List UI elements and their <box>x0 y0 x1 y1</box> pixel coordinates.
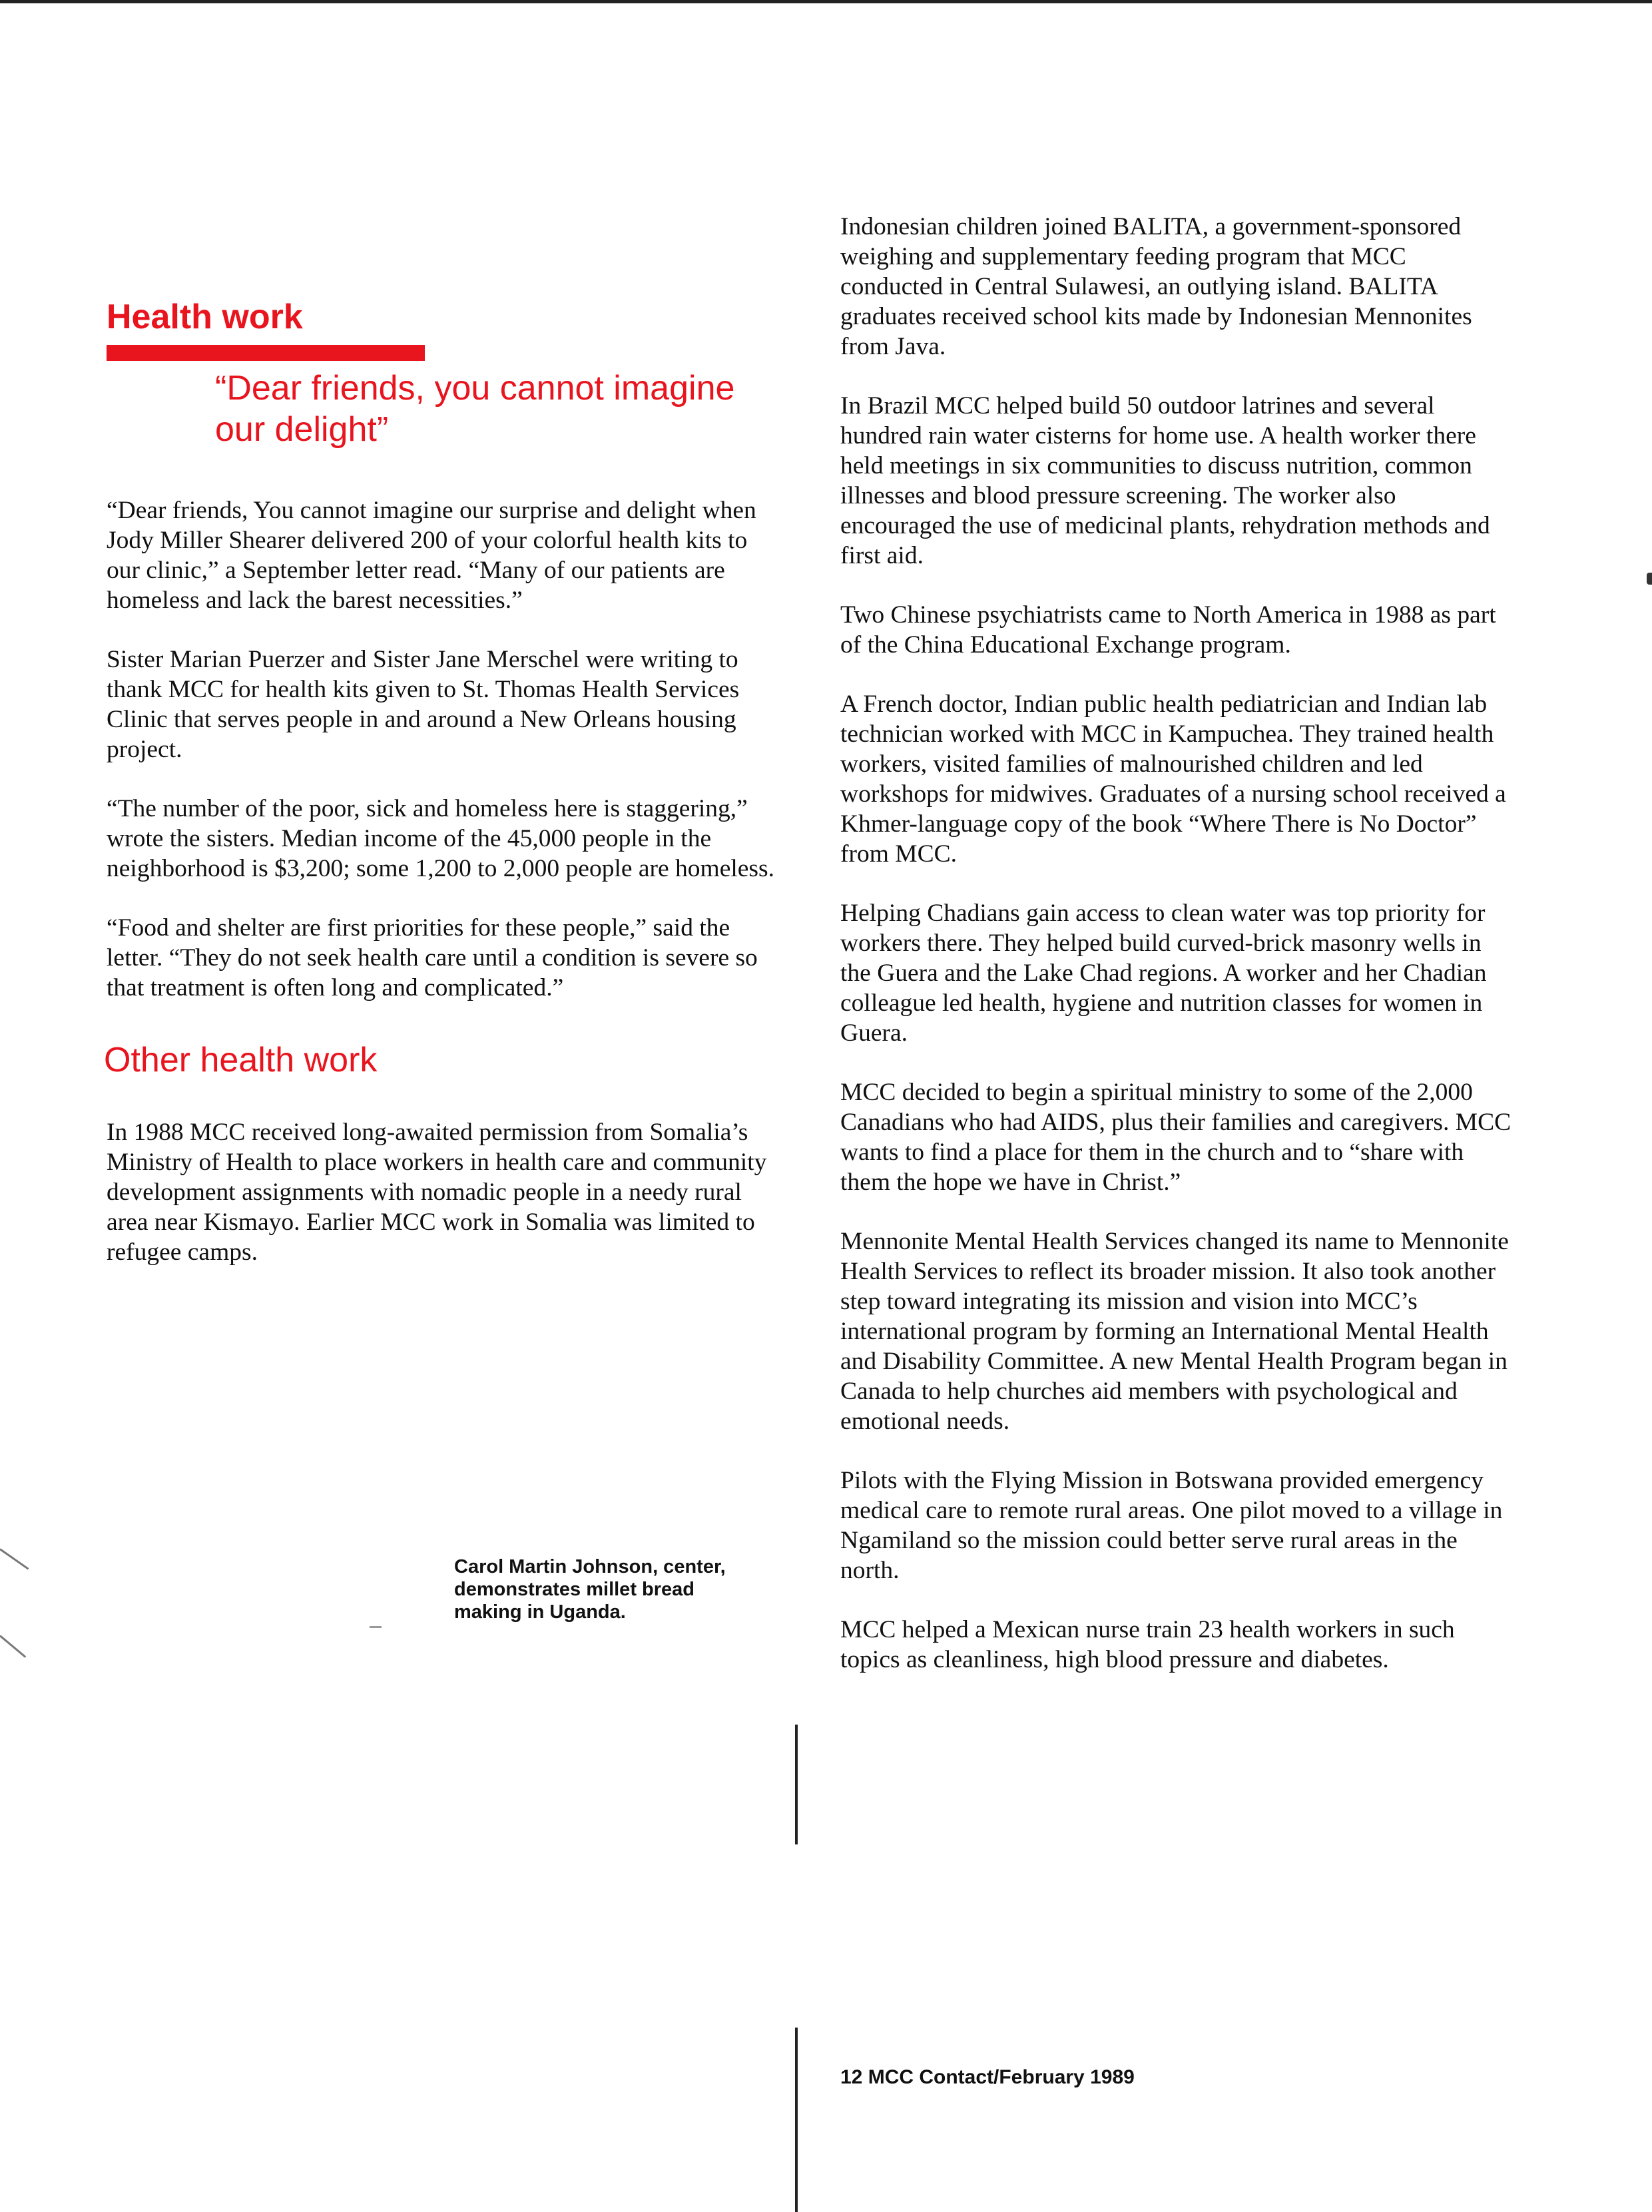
body-paragraph: Two Chinese psychiatrists came to North America in 1988 as part of the China Educational Exchange program. <box>840 601 1496 659</box>
pull-quote: “Dear friends, you cannot imagine our delight” <box>215 369 735 449</box>
body-paragraph: In Brazil MCC helped build 50 outdoor latrines and several hundred rain water cisterns for home use. A health worker there held meetings in six communities to discuss nutrition, common illnesses and blood pressure screening. The worker also encouraged the use of medicinal plants, rehydration methods and first aid. <box>840 392 1490 569</box>
body-paragraph: Pilots with the Flying Mission in Botswana provided emergency medical care to remote rural areas. One pilot moved to a village in Ngamiland so the mission could better serve rural areas in the north. <box>840 1467 1503 1584</box>
body-paragraph: Helping Chadians gain access to clean water was top priority for workers there. They helped build curved-brick masonry wells in the Guera and the Lake Chad regions. A worker and her Chadian colleague led health, hygiene and nutrition classes for women in Guera. <box>840 900 1487 1047</box>
body-paragraph: Sister Marian Puerzer and Sister Jane Merschel were writing to thank MCC for health kits given to St. Thomas Health Services Clinic that serves people in and around a New Orleans housing project. <box>107 646 740 763</box>
left-column <box>104 298 779 1267</box>
body-paragraph: MCC helped a Mexican nurse train 23 health workers in such topics as cleanliness, high blood pressure and diabetes. <box>840 1616 1455 1673</box>
body-paragraph: “Food and shelter are first priorities for these people,” said the letter. “They do not seek health care until a condition is severe so that treatment is often long and complicated.” <box>107 914 758 1001</box>
photo-caption: Carol Martin Johnson, center, demonstrates millet bread making in Uganda. <box>454 1556 726 1623</box>
right-column <box>840 212 1513 1675</box>
body-paragraph: Indonesian children joined BALITA, a government-sponsored weighing and supplementary feeding program that MCC conducted in Central Sulawesi, an outlying island. BALITA graduates received school kits made by Indonesian Mennonites from Java. <box>840 213 1472 360</box>
page-fold-line <box>795 1725 798 1844</box>
body-paragraph: “The number of the poor, sick and homeless here is staggering,” wrote the sisters. Median income of the 45,000 people in the neighborhood is $3,200; some 1,200 to 2,000 people are homeless. <box>107 795 774 882</box>
subsection-title: Other health work <box>104 1041 378 1079</box>
body-paragraph: A French doctor, Indian public health pediatrician and Indian lab technician worked with MCC in Kampuchea. They trained health workers, visited families of malnourished children and led workshops for midwives. Graduates of a nursing school received a Khmer-language copy of the book “Where There is No Doctor” from MCC. <box>840 691 1506 868</box>
body-paragraph: In 1988 MCC received long-awaited permission from Somalia’s Ministry of Health to place workers in health care and community development assignments with nomadic people in a needy rural area near Kismayo. Earlier MCC work in Somalia was limited to refugee camps. <box>107 1119 767 1266</box>
scan-artifact <box>0 1635 26 1657</box>
section-title: Health work <box>107 298 303 336</box>
page-fold-line <box>795 2028 798 2212</box>
scan-artifact <box>370 1626 382 1628</box>
scan-artifact <box>0 1548 29 1569</box>
body-paragraph: Mennonite Mental Health Services changed its name to Mennonite Health Services to reflect its broader mission. It also took another step toward integrating its mission and vision into MCC’s international program by forming an International Mental Health and Disability Committee. A new Mental Health Program began in Canada to help churches aid members with psychological and emotional needs. <box>840 1228 1509 1435</box>
page-footer: 12 MCC Contact/February 1989 <box>840 2066 1135 2088</box>
body-paragraph: MCC decided to begin a spiritual ministry to some of the 2,000 Canadians who had AIDS, plus their families and caregivers. MCC wants to find a place for them in the church and to “share with them the hope we have in Christ.” <box>840 1079 1512 1196</box>
heading-underline-bar <box>107 345 425 361</box>
scan-top-edge <box>0 0 1652 3</box>
body-paragraph: “Dear friends, You cannot imagine our surprise and delight when Jody Miller Shearer delivered 200 of your colorful health kits to our clinic,” a September letter read. “Many of our patients are homeless and lack the barest necessities.” <box>107 497 756 614</box>
scan-edge-mark <box>1647 573 1652 585</box>
